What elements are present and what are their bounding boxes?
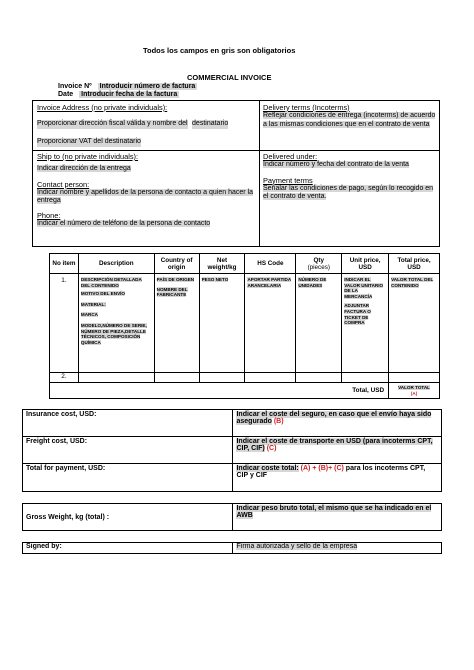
header-qty-unit: (pieces) [307, 263, 330, 271]
item-unit-price-cell [342, 274, 389, 373]
box-divider-horizontal [33, 150, 439, 151]
freight-cell [233, 437, 442, 464]
delivered-under-section [263, 152, 437, 202]
item-country-of-origin[interactable]: PAÍS DE ORIGEN [156, 277, 195, 282]
total-marker: (A) [410, 390, 418, 396]
freight-text[interactable]: Indicar el coste de transporte en USD (para incoterms CPT, CIP, CIF) [236, 438, 433, 452]
freight-marker: (C) [266, 445, 277, 452]
item-description-detail[interactable]: DESCRIPCIÓN DETALLADA DEL CONTENIDO [80, 277, 142, 288]
payment-row [23, 464, 442, 492]
item-country-cell [154, 274, 199, 373]
table-row [50, 274, 440, 373]
spacer-row [23, 492, 442, 504]
spacer-cell [233, 492, 442, 504]
spacer-cell [23, 492, 233, 504]
insurance-text[interactable]: Indicar el coste del seguro, en caso que el envío haya sido asegurado [236, 411, 432, 425]
item-unit-value[interactable]: INDICAR EL VALOR UNITARIO DE LA MERCANCÍA [344, 277, 384, 299]
spacer-cell [233, 531, 442, 543]
item-hs-code[interactable]: APORTAR PARTIDA ARANCELARIA [247, 277, 292, 288]
invoice-date-row [58, 91, 179, 98]
gross-weight-text[interactable]: Indicar peso bruto total, el mismo que se ha indicado en el AWB [236, 505, 432, 519]
document-title: COMMERCIAL INVOICE [187, 73, 272, 82]
spacer-cell [23, 531, 233, 543]
spacer-row [23, 531, 442, 543]
insurance-cell [233, 410, 442, 437]
ship-to-text[interactable]: Indicar dirección de la entrega [37, 165, 131, 172]
item-material[interactable]: MATERIAL: [80, 301, 106, 307]
table-row [50, 373, 440, 383]
invoice-number-field[interactable]: Introducir número de factura [99, 83, 196, 90]
insurance-row [23, 410, 442, 437]
box-divider-vertical [259, 101, 260, 246]
total-row [50, 383, 440, 399]
header-no-item: No item [50, 254, 79, 274]
item-number: 1. [50, 274, 79, 373]
invoice-address-line-1[interactable]: Proporcionar dirección fiscal válida y nombre del [37, 120, 188, 127]
freight-label: Freight cost, USD: [23, 437, 233, 464]
header-description: Description [78, 254, 154, 274]
header-hs-code: HS Code [245, 254, 296, 274]
item-receipt[interactable]: ADJUNTAR FACTURA O TICKET DE COMPRA [344, 303, 371, 326]
total-value[interactable]: VALOR TOTAL [398, 384, 430, 390]
gross-weight-cell [233, 504, 442, 531]
item-total-value[interactable]: VALOR TOTAL DEL CONTENIDO [391, 277, 434, 288]
required-note: Todos los campos en gris son obligatorios [143, 46, 296, 55]
header-unit-price: Unit price, USD [342, 254, 389, 274]
header-qty [296, 254, 342, 274]
ship-to-label: Ship to (no private individuals): [37, 152, 139, 161]
signed-label: Signed by: [23, 543, 233, 554]
item-qty[interactable]: NÚMERO DE UNIDADES [298, 277, 327, 288]
empty-cell[interactable] [296, 373, 342, 383]
signed-row [23, 543, 442, 554]
item-brand[interactable]: MARCA [80, 312, 99, 318]
empty-cell[interactable] [199, 373, 245, 383]
ship-to-section [37, 152, 255, 228]
invoice-number-row [58, 83, 197, 90]
item-qty-cell [296, 274, 342, 373]
items-header-row [50, 254, 440, 274]
invoice-address-line-2[interactable]: destinatario [192, 120, 229, 127]
item-number: 2. [50, 373, 79, 383]
item-description-cell [78, 274, 154, 373]
insurance-label: Insurance cost, USD: [23, 410, 233, 437]
item-total-price-cell [389, 274, 440, 373]
delivered-under-text[interactable]: Indicar número y fecha del contrato de la venta [263, 161, 409, 168]
item-model-details[interactable]: MODELO,NÚMERO DE SERIE, NÚMERO DE PIEZA,DETALLE TÉCNICOS, COMPOSICIÓN QUÍMICA [80, 322, 147, 345]
item-manufacturer[interactable]: NOMBRE DEL FABRICANTE [156, 286, 188, 298]
contact-person-label: Contact person: [37, 179, 90, 189]
payment-terms-label: Payment terms [263, 175, 313, 185]
empty-cell[interactable] [78, 373, 154, 383]
invoice-date-field[interactable]: Introducir fecha de la factura [81, 91, 178, 98]
phone-label: Phone: [37, 210, 61, 220]
items-table [49, 253, 440, 399]
header-qty-label: Qty [313, 256, 325, 264]
empty-cell[interactable] [342, 373, 389, 383]
signed-cell [233, 543, 442, 554]
delivered-under-label: Delivered under: [263, 152, 318, 161]
invoice-address-section [37, 103, 255, 148]
freight-row [23, 437, 442, 464]
invoice-date-label: Date [58, 91, 74, 98]
payment-text-start[interactable]: Indicar coste total: [236, 465, 299, 472]
payment-text-end: para los incoterms CPT, CIP y CIF [236, 465, 426, 479]
costs-table [22, 409, 442, 554]
invoice-number-label: Invoice Nº [58, 83, 92, 90]
total-value-cell [389, 383, 440, 399]
invoice-address-label: Invoice Address (no private individuals): [37, 103, 168, 112]
item-shipping-reason[interactable]: MOTIVO DEL ENVÍO [80, 291, 125, 297]
delivery-terms-label: Delivery terms (Incoterms) [263, 103, 350, 112]
item-net-weight[interactable]: PESO NETO [201, 277, 229, 282]
header-total-price: Total price, USD [389, 254, 440, 274]
empty-cell[interactable] [245, 373, 296, 383]
delivery-terms-section [263, 103, 437, 129]
gross-weight-label: Gross Weight, kg (total) : [23, 504, 233, 531]
delivery-terms-text[interactable]: Reflejar condiciones de entrega (incoterms) de acuerdo a las mismas condiciones que en el contrato de venta [263, 112, 436, 128]
item-net-weight-cell [199, 274, 245, 373]
payment-cell [233, 464, 442, 492]
phone-text[interactable]: Indicar el número de teléfono de la persona de contacto [37, 219, 211, 227]
insurance-marker: (B) [273, 418, 284, 425]
item-hs-code-cell [245, 274, 296, 373]
payment-terms-text[interactable]: Señalar las condiciones de pago, según lo recogido en el contrato de venta. [263, 184, 434, 200]
total-label: Total, USD [50, 383, 389, 399]
gross-weight-row [23, 504, 442, 531]
address-terms-box [32, 100, 440, 247]
header-net-weight: Net weight/kg [199, 254, 245, 274]
empty-cell[interactable] [154, 373, 199, 383]
contact-person-text[interactable]: Indicar nombre y apellidos de la persona de contacto a quien hacer la entrega [37, 188, 253, 204]
payment-label: Total for payment, USD: [23, 464, 233, 492]
signed-text[interactable]: Firma autorizada y sello de la empresa [236, 543, 358, 550]
payment-formula: (A) + (B)+ (C) [300, 465, 344, 472]
invoice-vat[interactable]: Proporcionar VAT del destinatario [37, 138, 141, 145]
header-country: Country of origin [154, 254, 199, 274]
empty-cell[interactable] [389, 373, 440, 383]
